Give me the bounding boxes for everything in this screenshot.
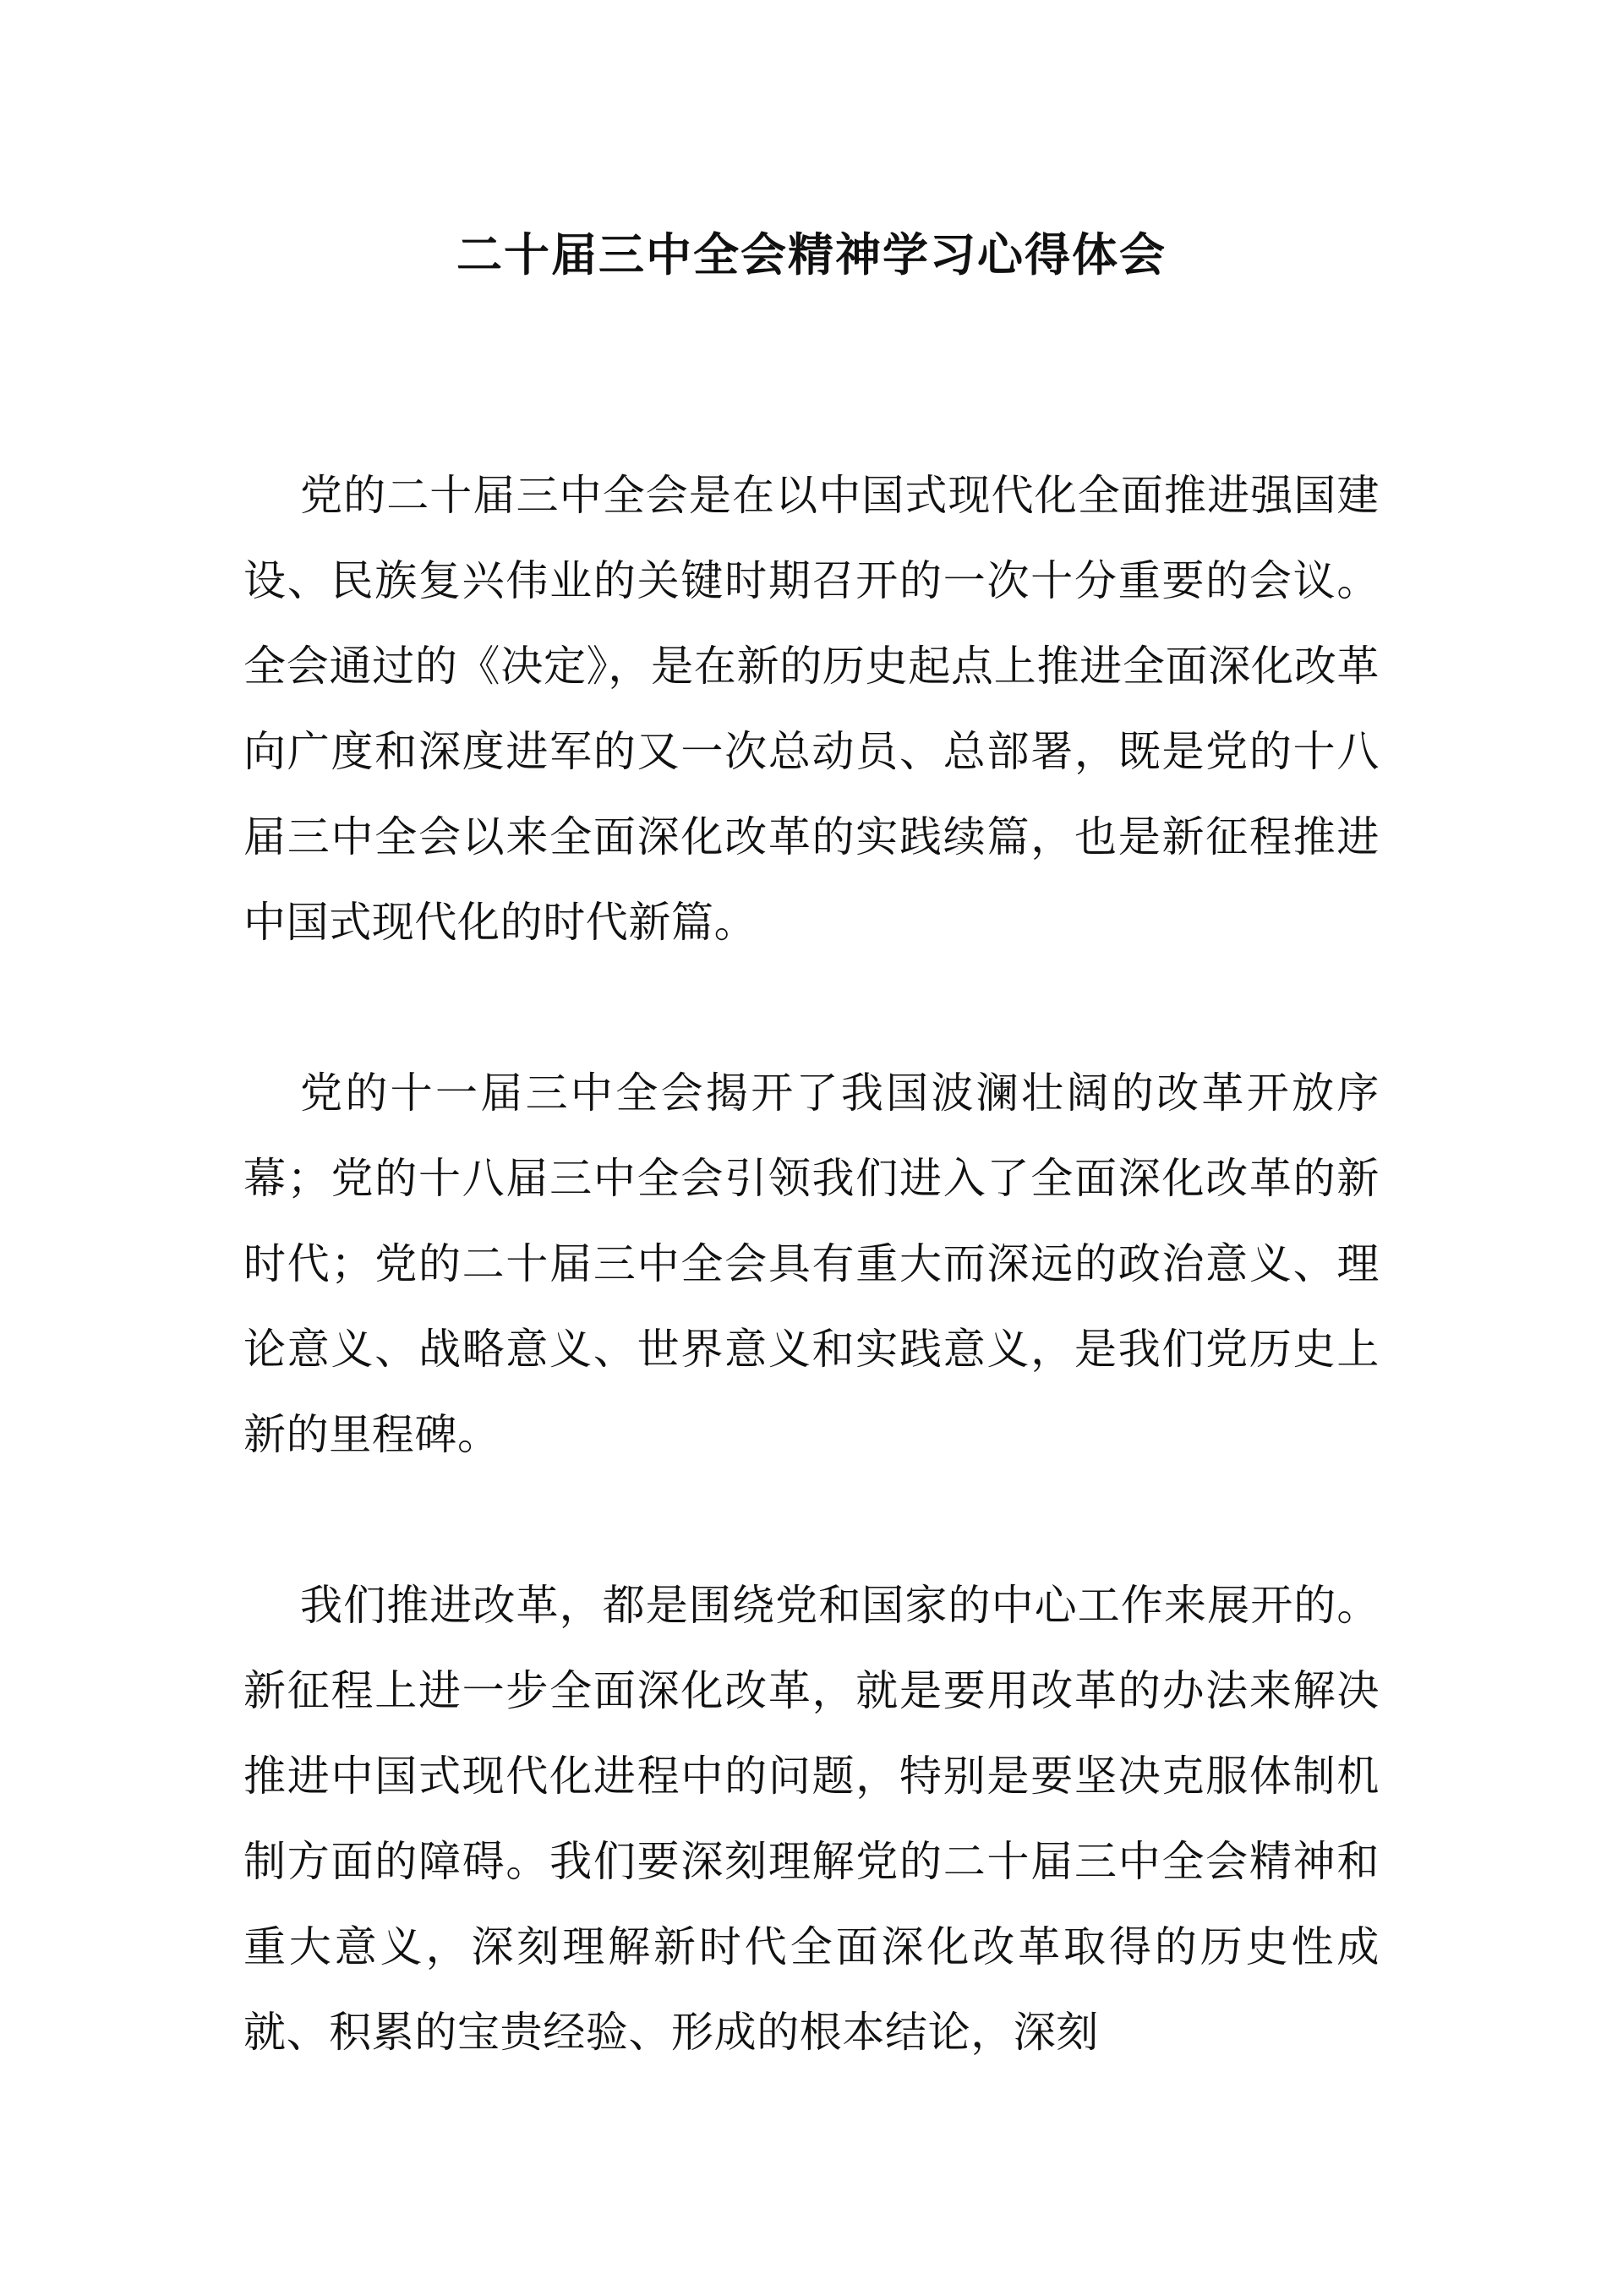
document-title: 二十届三中全会精神学习心得体会 (456, 228, 1167, 282)
paragraph-2: 党的十一届三中全会揭开了我国波澜壮阔的改革开放序幕；党的十八届三中全会引领我们进入了全面深化改革的新时代；党的二十届三中全会具有重大而深远的政治意义、理论意义、战略意义、世界意义和实践意义，是我们党历史上新的里程碑。 (243, 1069, 1380, 1459)
paragraph-1: 党的二十届三中全会是在以中国式现代化全面推进强国建设、民族复兴伟业的关键时期召开的一次十分重要的会议。全会通过的《决定》，是在新的历史起点上推进全面深化改革向广度和深度进军的又一次总动员、总部署，既是党的十八届三中全会以来全面深化改革的实践续篇，也是新征程推进中国式现代化的时代新篇。 (243, 471, 1380, 947)
document-body (243, 453, 1380, 2161)
paragraph-3: 我们推进改革，都是围绕党和国家的中心工作来展开的。新征程上进一步全面深化改革，就是要用改革的办法来解决推进中国式现代化进程中的问题，特别是要坚决克服体制机制方面的障碍。我们要深刻理解党的二十届三中全会精神和重大意义，深刻理解新时代全面深化改革取得的历史性成就、积累的宝贵经验、形成的根本结论，深刻 (243, 1581, 1380, 2057)
